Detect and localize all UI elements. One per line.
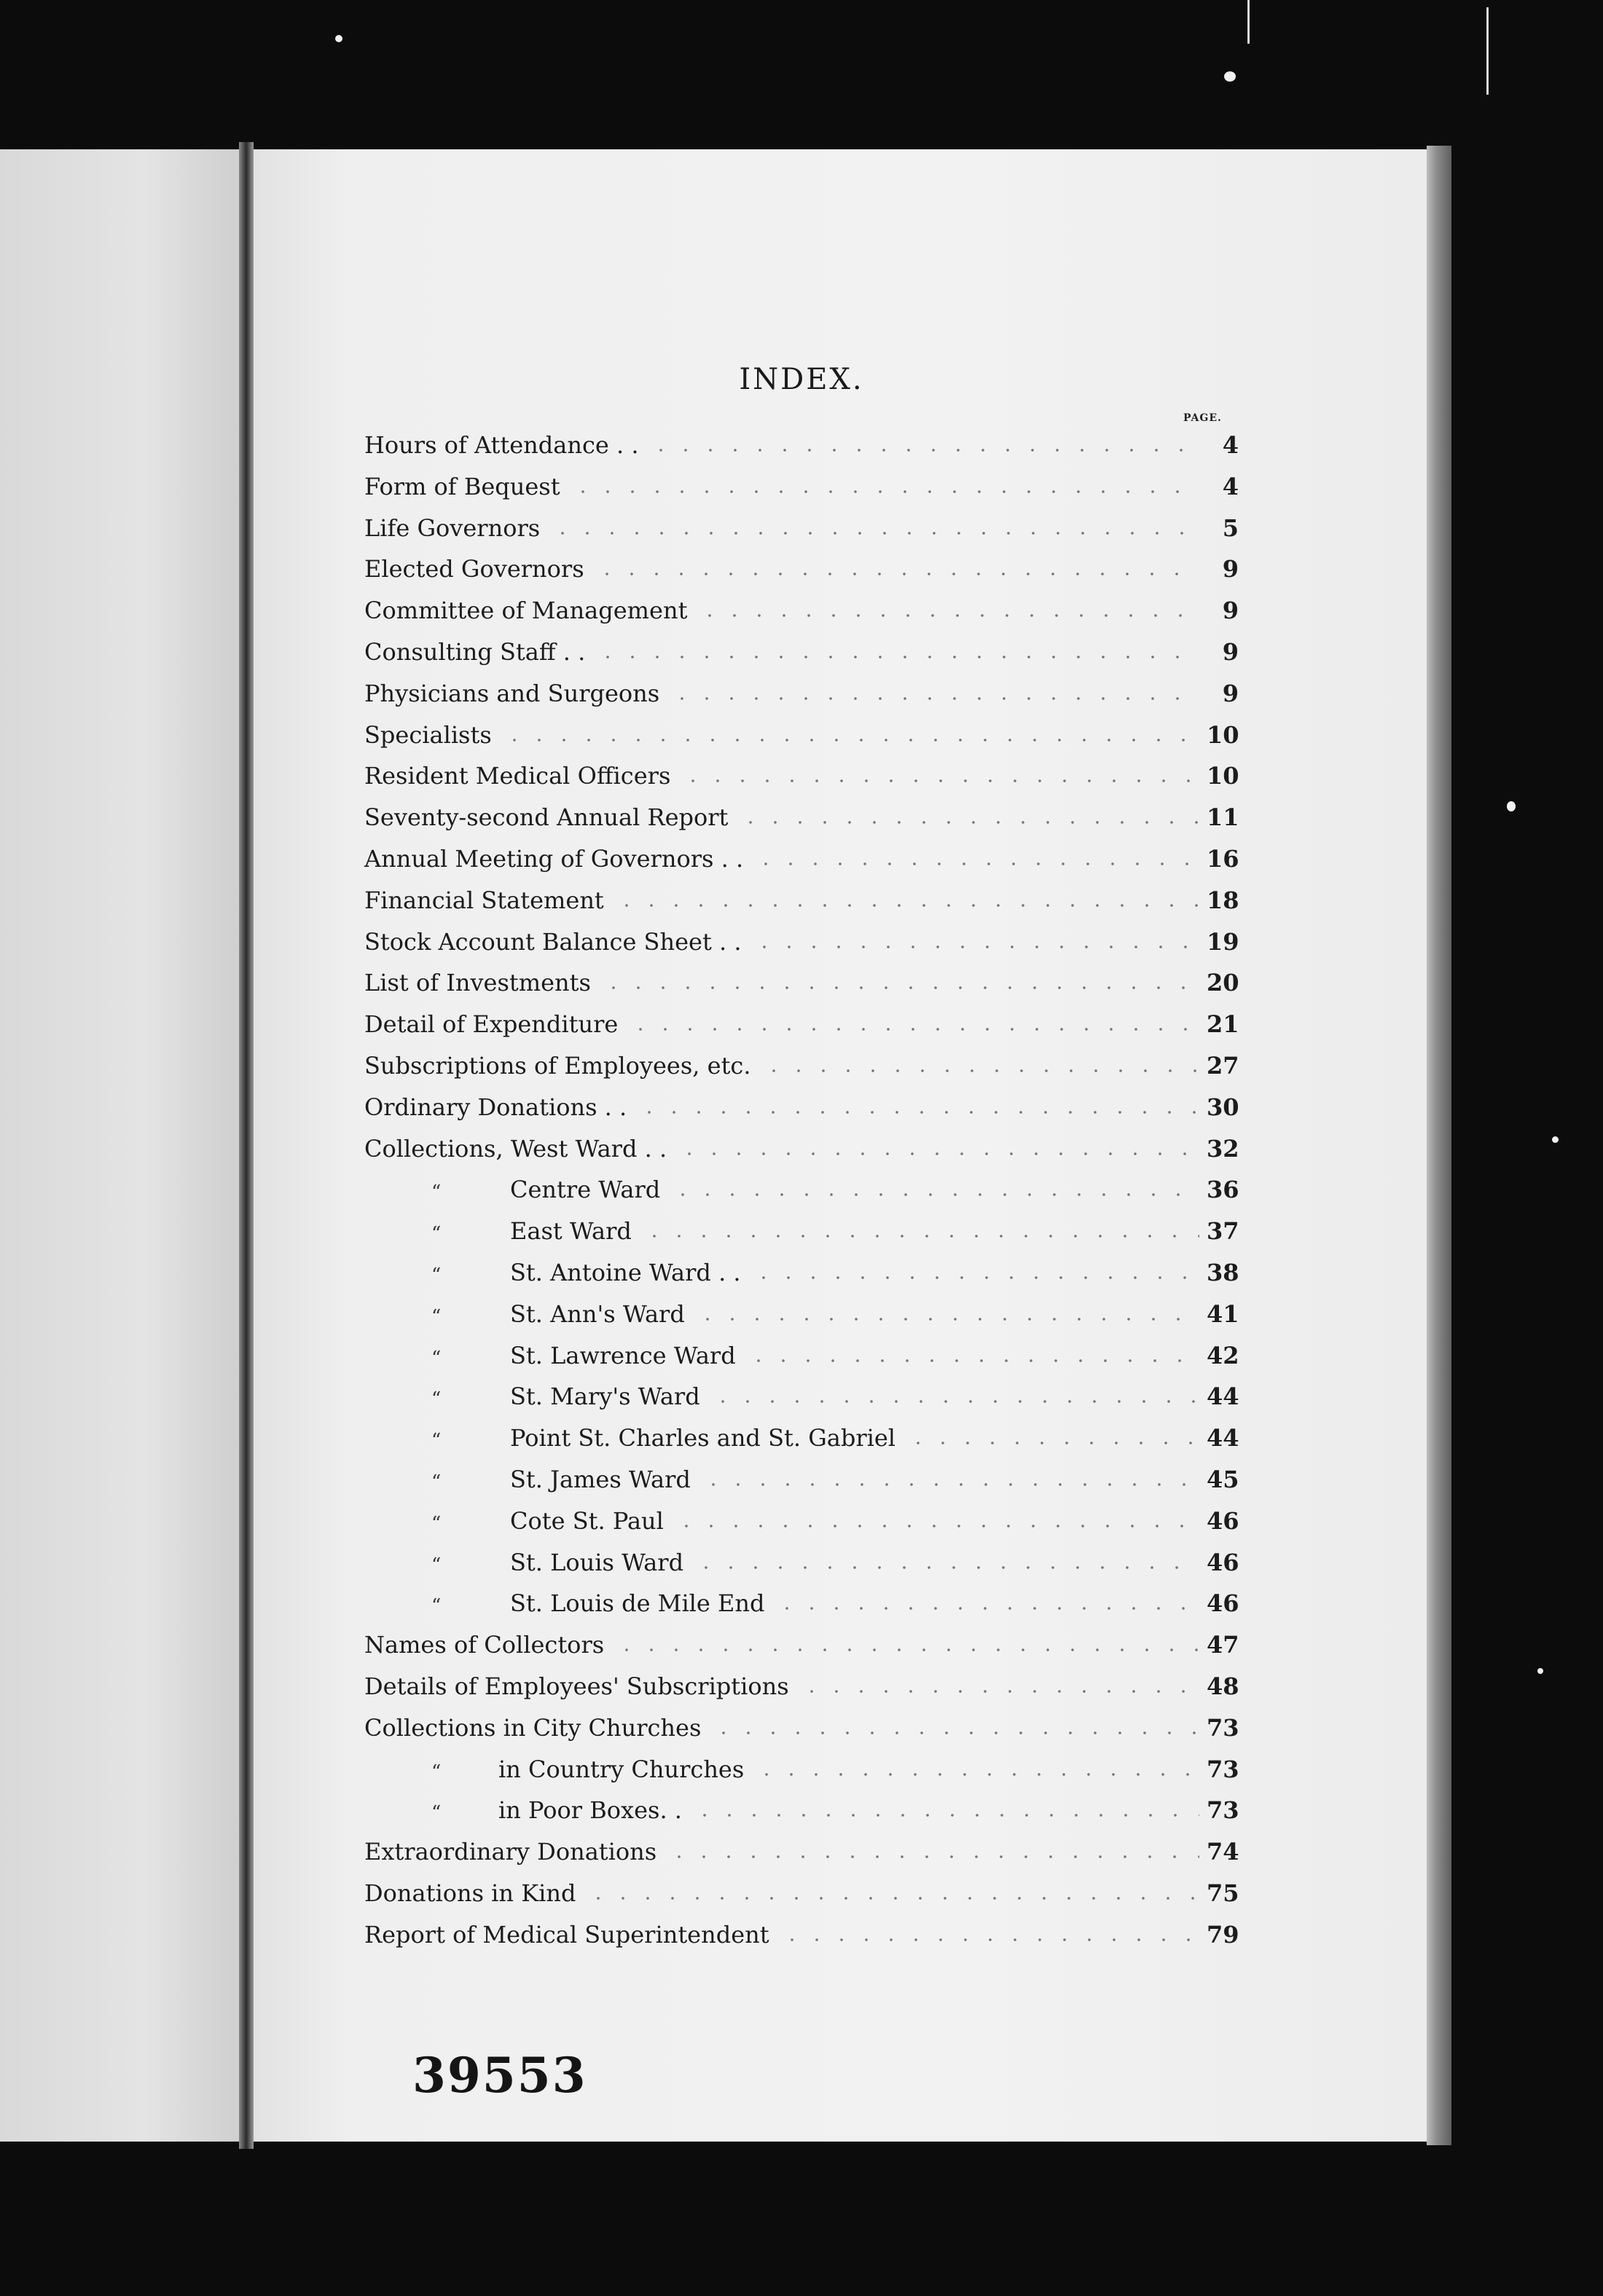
index-entry xyxy=(364,1829,1239,1866)
dot-leader xyxy=(614,904,1199,907)
index-entry xyxy=(364,1208,1239,1245)
entry-label: Extraordinary Donations xyxy=(364,1838,657,1866)
dot-leader xyxy=(502,739,1199,742)
entry-page-number: 27 xyxy=(1207,1052,1239,1080)
index-entry xyxy=(364,588,1239,624)
dot-leader xyxy=(701,1483,1199,1486)
dot-leader xyxy=(586,1897,1199,1900)
index-entry xyxy=(364,1622,1239,1659)
entry-page-number: 44 xyxy=(1207,1383,1239,1410)
dot-leader xyxy=(670,697,1199,700)
entry-label: Collections in City Churches xyxy=(364,1714,702,1742)
index-entry xyxy=(364,1167,1239,1203)
entry-page-number: 73 xyxy=(1207,1756,1239,1783)
entry-label: St. Louis de Mile End xyxy=(510,1589,765,1617)
dot-leader xyxy=(628,1028,1199,1031)
dust-speck xyxy=(1507,801,1516,811)
entry-label: Hours of Attendance . . xyxy=(364,431,639,459)
entry-page-number: 10 xyxy=(1207,762,1239,790)
entry-page-number: 41 xyxy=(1207,1300,1239,1328)
index-entry xyxy=(364,1871,1239,1907)
index-entry xyxy=(364,1126,1239,1163)
dot-leader xyxy=(697,614,1199,617)
entry-label: East Ward xyxy=(510,1217,632,1245)
entry-page-number: 46 xyxy=(1207,1549,1239,1576)
index-entry xyxy=(364,1457,1239,1493)
dot-leader xyxy=(571,490,1199,493)
dust-speck xyxy=(1224,71,1236,82)
ditto-mark: “ xyxy=(431,1223,442,1245)
index-entry xyxy=(364,1498,1239,1535)
index-entry xyxy=(364,671,1239,707)
accession-stamp: 39553 xyxy=(412,2047,587,2104)
entry-page-number: 37 xyxy=(1207,1217,1239,1245)
index-entry xyxy=(364,1540,1239,1576)
dot-leader xyxy=(670,1193,1199,1196)
entry-page-number: 46 xyxy=(1207,1589,1239,1617)
dot-leader xyxy=(746,1359,1199,1362)
index-entry xyxy=(364,1085,1239,1121)
dot-leader xyxy=(775,1607,1199,1610)
index-entry xyxy=(364,1043,1239,1080)
dot-leader xyxy=(550,532,1199,535)
entry-label: Centre Ward xyxy=(510,1176,661,1203)
index-entry xyxy=(364,1788,1239,1824)
entry-page-number: 9 xyxy=(1222,680,1239,707)
dot-leader xyxy=(710,1400,1199,1403)
index-entry xyxy=(364,546,1239,583)
index-entry xyxy=(364,919,1239,956)
dot-leader xyxy=(738,821,1199,824)
entry-label: Life Governors xyxy=(364,514,541,542)
index-entry xyxy=(364,878,1239,914)
entry-page-number: 74 xyxy=(1207,1838,1239,1866)
entry-page-number: 75 xyxy=(1207,1879,1239,1907)
dot-leader xyxy=(674,1525,1199,1528)
book-gutter xyxy=(239,142,254,2149)
index-entry xyxy=(364,506,1239,542)
dust-speck xyxy=(335,35,342,42)
entry-page-number: 32 xyxy=(1207,1135,1239,1163)
entry-page-number: 73 xyxy=(1207,1796,1239,1824)
dust-speck xyxy=(1552,1136,1559,1143)
entry-page-number: 48 xyxy=(1207,1672,1239,1700)
entry-label: Form of Bequest xyxy=(364,473,560,500)
dot-leader xyxy=(677,1152,1199,1155)
index-entry xyxy=(364,1250,1239,1286)
entry-page-number: 79 xyxy=(1207,1921,1239,1949)
index-entry xyxy=(364,1374,1239,1410)
index-entry xyxy=(364,1415,1239,1452)
entry-label: Subscriptions of Employees, etc. xyxy=(364,1052,751,1080)
dot-leader xyxy=(694,1566,1199,1569)
dot-leader xyxy=(752,945,1200,948)
entry-page-number: 73 xyxy=(1207,1714,1239,1742)
entry-label: St. Mary's Ward xyxy=(510,1383,700,1410)
entry-page-number: 16 xyxy=(1207,845,1239,873)
entry-label: Stock Account Balance Sheet . . xyxy=(364,928,742,956)
entry-label: in Country Churches xyxy=(498,1756,745,1783)
film-scratch xyxy=(1486,7,1489,95)
dot-leader xyxy=(601,986,1199,989)
ditto-mark: “ xyxy=(431,1182,442,1203)
dot-leader xyxy=(780,1938,1199,1941)
left-page xyxy=(0,149,240,2142)
dot-leader xyxy=(595,573,1199,575)
entry-page-number: 9 xyxy=(1222,638,1239,666)
entry-page-number: 42 xyxy=(1207,1342,1239,1369)
index-entry xyxy=(364,1705,1239,1742)
entry-label: St. Antoine Ward . . xyxy=(510,1259,741,1286)
page-edge xyxy=(1427,146,1451,2145)
index-entry xyxy=(364,464,1239,500)
entry-page-number: 9 xyxy=(1222,555,1239,583)
ditto-mark: “ xyxy=(431,1554,442,1576)
index-entry xyxy=(364,836,1239,873)
dot-leader xyxy=(751,1276,1199,1279)
entry-page-number: 10 xyxy=(1207,721,1239,749)
entry-label: Seventy-second Annual Report xyxy=(364,803,729,831)
entry-page-number: 19 xyxy=(1207,928,1239,956)
index-entry xyxy=(364,1747,1239,1783)
entry-label: Specialists xyxy=(364,721,492,749)
entry-page-number: 20 xyxy=(1207,969,1239,996)
entry-label: List of Investments xyxy=(364,969,591,996)
entry-label: Names of Collectors xyxy=(364,1631,605,1659)
ditto-mark: “ xyxy=(431,1430,442,1452)
index-entry xyxy=(364,629,1239,666)
entry-label: Collections, West Ward . . xyxy=(364,1135,667,1163)
entry-page-number: 11 xyxy=(1207,803,1239,831)
entry-label: Ordinary Donations . . xyxy=(364,1093,627,1121)
entry-label: St. Ann's Ward xyxy=(510,1300,685,1328)
dot-leader xyxy=(754,1773,1199,1776)
index-entry xyxy=(364,795,1239,831)
ditto-mark: “ xyxy=(431,1513,442,1535)
entry-page-number: 46 xyxy=(1207,1507,1239,1535)
entry-label: Point St. Charles and St. Gabriel xyxy=(510,1424,896,1452)
index-entry xyxy=(364,422,1239,459)
entry-label: Financial Statement xyxy=(364,886,604,914)
entry-label: Consulting Staff . . xyxy=(364,638,586,666)
ditto-mark: “ xyxy=(431,1306,442,1328)
entry-label: Resident Medical Officers xyxy=(364,762,671,790)
entry-page-number: 5 xyxy=(1222,514,1239,542)
entry-page-number: 47 xyxy=(1207,1631,1239,1659)
dot-leader xyxy=(761,1069,1199,1072)
dot-leader xyxy=(667,1855,1199,1858)
entry-page-number: 18 xyxy=(1207,886,1239,914)
entry-label: St. Louis Ward xyxy=(510,1549,684,1576)
entry-label: Elected Governors xyxy=(364,555,584,583)
entry-page-number: 4 xyxy=(1222,473,1239,500)
index-entry xyxy=(364,1002,1239,1038)
entry-label: St. Lawrence Ward xyxy=(510,1342,736,1369)
film-scratch xyxy=(1247,0,1250,44)
entry-label: Cote St. Paul xyxy=(510,1507,664,1535)
dot-leader xyxy=(637,1111,1199,1114)
page-column-header: PAGE. xyxy=(1183,412,1222,424)
dot-leader xyxy=(692,1814,1199,1817)
index-entry xyxy=(364,1333,1239,1369)
dot-leader xyxy=(595,656,1199,658)
entry-label: Physicians and Surgeons xyxy=(364,680,660,707)
entry-page-number: 44 xyxy=(1207,1424,1239,1452)
dot-leader xyxy=(799,1690,1199,1693)
ditto-mark: “ xyxy=(431,1471,442,1493)
index-entry xyxy=(364,1292,1239,1328)
entry-label: Details of Employees' Subscriptions xyxy=(364,1672,789,1700)
dot-leader xyxy=(642,1235,1199,1238)
ditto-mark: “ xyxy=(431,1595,442,1617)
entry-page-number: 9 xyxy=(1222,597,1239,624)
index-entry xyxy=(364,1912,1239,1949)
index-entry xyxy=(364,1664,1239,1700)
entry-page-number: 36 xyxy=(1207,1176,1239,1203)
dust-speck xyxy=(1537,1668,1543,1674)
dot-leader xyxy=(695,1318,1199,1321)
entry-page-number: 30 xyxy=(1207,1093,1239,1121)
entry-label: Report of Medical Superintendent xyxy=(364,1921,769,1949)
index-entry xyxy=(364,1581,1239,1617)
ditto-mark: “ xyxy=(431,1348,442,1369)
entry-label: Annual Meeting of Governors . . xyxy=(364,845,744,873)
dot-leader xyxy=(614,1648,1199,1651)
ditto-mark: “ xyxy=(431,1761,442,1783)
entry-label: Committee of Management xyxy=(364,597,688,624)
index-entry xyxy=(364,753,1239,790)
entry-label: Detail of Expenditure xyxy=(364,1010,619,1038)
dot-leader xyxy=(711,1731,1199,1734)
page-title: INDEX. xyxy=(739,363,864,396)
ditto-mark: “ xyxy=(431,1388,442,1410)
dot-leader xyxy=(648,449,1199,452)
dot-leader xyxy=(681,779,1199,782)
ditto-mark: “ xyxy=(431,1265,442,1286)
entry-page-number: 38 xyxy=(1207,1259,1239,1286)
ditto-mark: “ xyxy=(431,1802,442,1824)
entry-page-number: 4 xyxy=(1222,431,1239,459)
dot-leader xyxy=(906,1442,1199,1444)
entry-label: in Poor Boxes. . xyxy=(498,1796,682,1824)
entry-label: Donations in Kind xyxy=(364,1879,576,1907)
entry-label: St. James Ward xyxy=(510,1466,691,1493)
index-entry xyxy=(364,960,1239,996)
entry-page-number: 21 xyxy=(1207,1010,1239,1038)
dot-leader xyxy=(753,862,1199,865)
index-entry xyxy=(364,712,1239,749)
entry-page-number: 45 xyxy=(1207,1466,1239,1493)
